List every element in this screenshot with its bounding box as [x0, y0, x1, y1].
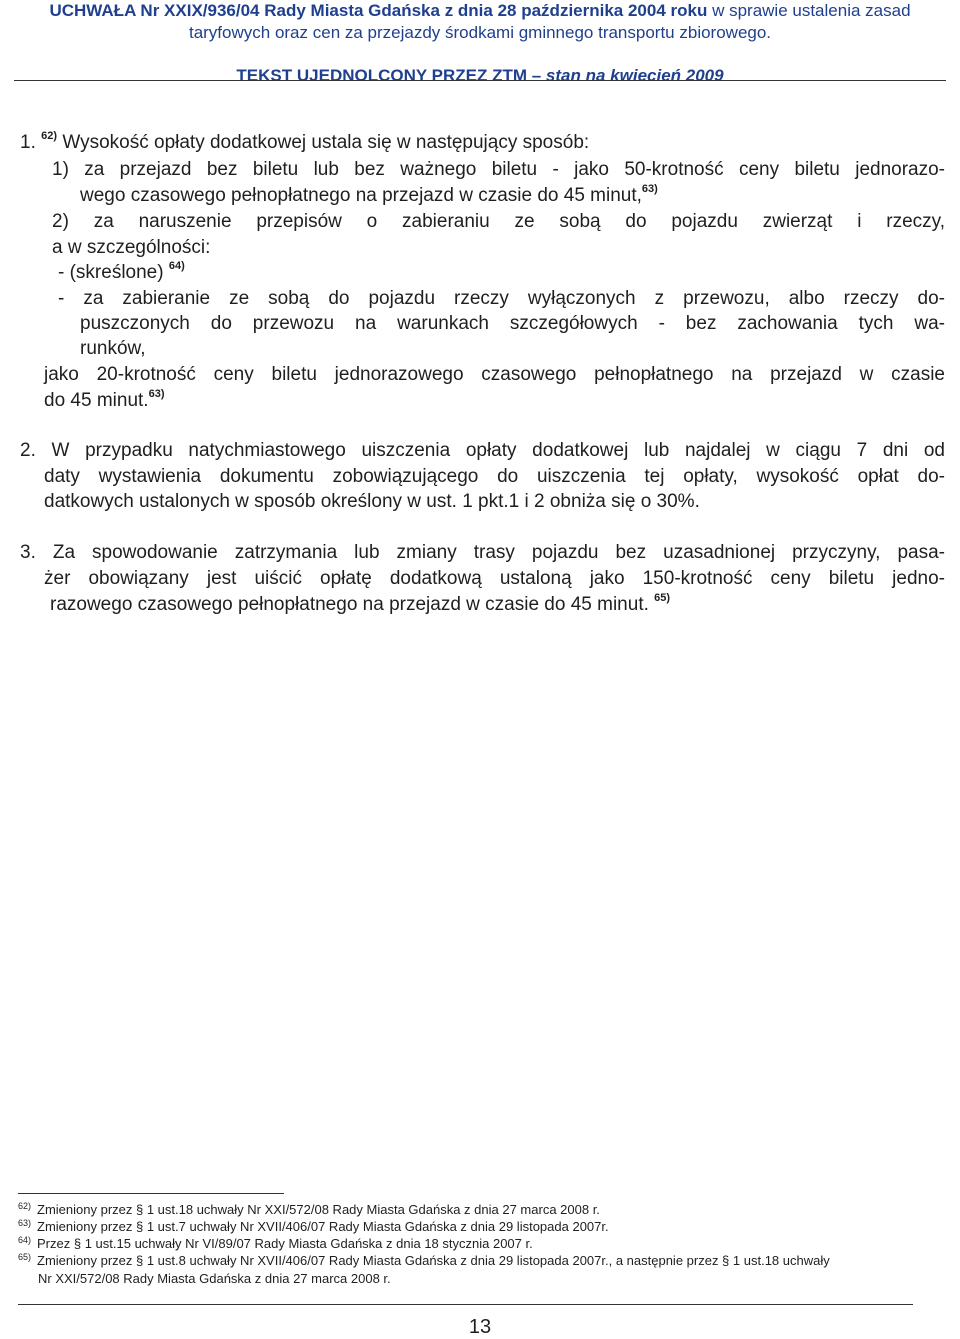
header-divider — [14, 80, 946, 81]
section-1-tail-b: do 45 minut.$^{63)}$ — [44, 388, 165, 411]
section-2-line-c: datkowych ustalonych w sposób określony w ust. 1 pkt.1 i 2 obniża się o 30%. — [44, 491, 700, 512]
resolution-subject: w sprawie ustalenia zasad — [707, 1, 911, 20]
section-1-intro — [20, 130, 589, 155]
dash-item-1: - (skreślone) $^{64)}$ — [58, 260, 185, 283]
section-3-line-b: żer obowiązany jest uiścić opłatę dodatkową ustaloną jako 150-krotność ceny biletu jedno- — [44, 568, 945, 589]
section-3-line-a: 3. Za spowodowanie zatrzymania lub zmiany trasy pojazdu bez uzasadnionej przyczyny, pasa- — [20, 542, 945, 563]
dash-item-2-line-a: - za zabieranie ze sobą do pojazdu rzeczy wyłączonych z przewozu, albo rzeczy do- — [58, 288, 945, 309]
section-1-number: 1. — [20, 132, 36, 153]
document-header — [0, 0, 960, 87]
dash-item-2-line-b: puszczonych do przewozu na warunkach szczegółowych - bez zachowania tych wa- — [80, 313, 945, 334]
footnote-divider — [18, 1193, 284, 1194]
section-3-line-c: razowego czasowego pełnopłatnego na przejazd w czasie do 45 minut. $^{65)}$ — [50, 592, 671, 615]
header-title-line — [0, 0, 960, 22]
dash-item-2-line-c: runków, — [80, 338, 146, 359]
footnote-ref: 64) — [168, 260, 185, 272]
footnote-64: $^{64)}$ Przez § 1 ust.15 uchwały Nr VI/89/07 Rady Miasta Gdańska z dnia 18 stycznia 2007 r. — [18, 1235, 533, 1251]
page-number: 13 — [468, 1316, 492, 1338]
resolution-subject-cont: taryfowych oraz cen za przejazdy środkami gminnego transportu zbiorowego. — [188, 23, 772, 42]
resolution-title: UCHWAŁA Nr XXIX/936/04 Rady Miasta Gdańska z dnia 28 października 2004 roku — [49, 1, 708, 20]
consolidated-status: stan na kwiecień 2009 — [545, 66, 724, 85]
footnote-ref: 62) — [41, 130, 58, 142]
footnote-ref: 65) — [654, 592, 671, 604]
consolidated-main: TEKST UJEDNOLCONY PRZEZ ZTM – — [236, 66, 546, 85]
item-2-line-a: 2) za naruszenie przepisów o zabieraniu ze sobą do pojazdu zwierząt i rzeczy, — [52, 211, 945, 232]
section-2-line-a: 2. W przypadku natychmiastowego uiszczenia opłaty dodatkowej lub najdalej w ciągu 7 dni od — [20, 440, 945, 461]
footnote-65-cont: Nr XXI/572/08 Rady Miasta Gdańska z dnia 27 marca 2008 r. — [38, 1271, 391, 1286]
item-1-line-b: wego czasowego pełnopłatnego na przejazd w czasie do 45 minut,$^{63)}$ — [80, 183, 658, 206]
footnote-63: $^{63)}$ Zmieniony przez § 1 ust.7 uchwały Nr XVII/406/07 Rady Miasta Gdańska z dnia 29 listopada 2007r. — [18, 1218, 609, 1234]
section-1-intro-text: Wysokość opłaty dodatkowej ustala się w następujący sposób: — [62, 132, 590, 153]
section-2-line-b: daty wystawienia dokumentu zobowiązującego do uiszczenia tej opłaty, wysokość opłat do- — [44, 466, 945, 487]
consolidated-text-label — [0, 65, 960, 87]
footnote-ref: 63) — [148, 388, 165, 400]
footnote-62: $^{62)}$ Zmieniony przez § 1 ust.18 uchwały Nr XXI/572/08 Rady Miasta Gdańska z dnia 27 marca 2008 r. — [18, 1201, 600, 1217]
page-footer-divider — [18, 1304, 913, 1305]
item-2-line-b: a w szczególności: — [52, 237, 211, 258]
footnote-65: $^{65)}$ Zmieniony przez § 1 ust.8 uchwały Nr XVII/406/07 Rady Miasta Gdańska z dnia 29 listopada 2007r., a następnie przez § 1 ust.18 uchwały — [18, 1252, 830, 1268]
footnote-ref: 63) — [641, 183, 658, 195]
section-1-tail-a: jako 20-krotność ceny biletu jednorazowego czasowego pełnopłatnego na przejazd w czasie — [44, 364, 945, 385]
item-1-line-a: 1) za przejazd bez biletu lub bez ważnego biletu - jako 50-krotność ceny biletu jednorazo- — [52, 159, 945, 180]
